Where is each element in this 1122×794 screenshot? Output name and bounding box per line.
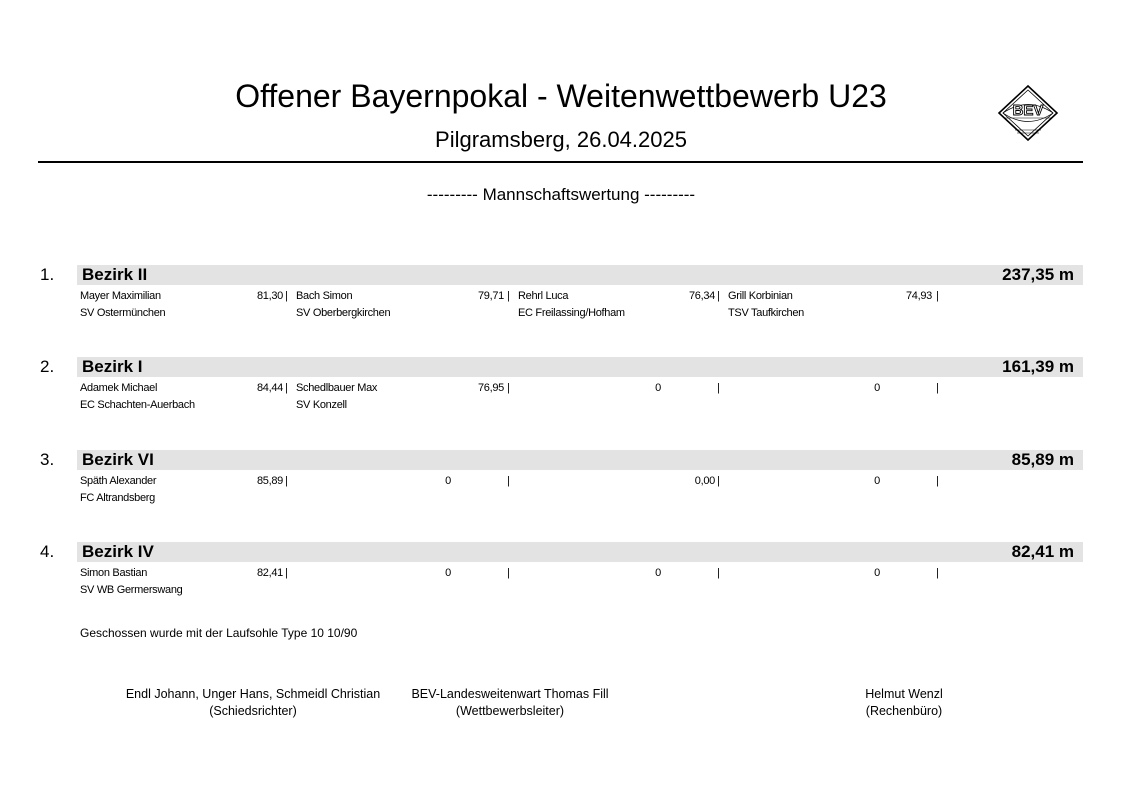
athlete-club: SV Oberbergkirchen (296, 307, 391, 319)
signature-role: (Wettbewerbsleiter) (455, 704, 565, 718)
athlete-club: EC Schachten-Auerbach (80, 399, 195, 411)
team-name: Bezirk I (82, 357, 143, 376)
athlete-value: 0 (874, 475, 880, 487)
team-total: 161,39 m (1002, 357, 1074, 376)
athlete-name: Grill Korbinian (728, 290, 793, 302)
athlete-value: 0 (445, 567, 451, 579)
athlete-value: 79,71 (477, 290, 504, 302)
column-separator: | (717, 475, 720, 487)
signature-competition-lead (395, 686, 625, 720)
signature-role: (Schiedsrichter) (209, 704, 297, 718)
signature-referees (110, 686, 396, 720)
column-separator: | (936, 567, 939, 579)
team-name: Bezirk VI (82, 450, 154, 469)
athlete-value: 84,44 (256, 382, 283, 394)
team-name: Bezirk II (82, 265, 148, 284)
signature-name: BEV-Landesweitenwart Thomas Fill (411, 687, 609, 701)
section-title: --------- Mannschaftswertung --------- (426, 185, 696, 204)
team-total: 85,89 m (1011, 450, 1074, 469)
column-separator: | (285, 475, 288, 487)
page-title: Offener Bayernpokal - Weitenwettbewerb U23 (235, 78, 887, 114)
athlete-value: 81,30 (256, 290, 283, 302)
athlete-value: 0 (445, 475, 451, 487)
athlete-name: Bach Simon (296, 290, 353, 302)
logo-text: BEV (1012, 102, 1044, 119)
column-separator: | (717, 382, 720, 394)
team-name: Bezirk IV (82, 542, 154, 561)
page-subtitle: Pilgramsberg, 26.04.2025 (435, 127, 687, 152)
team-rank: 4. (40, 542, 55, 561)
athlete-club: TSV Taufkirchen (728, 307, 805, 319)
athlete-value: 0 (655, 382, 661, 394)
column-separator: | (507, 475, 510, 487)
team-rank: 3. (40, 450, 55, 469)
signature-role: (Rechenbüro) (865, 704, 943, 718)
athlete-name: Rehrl Luca (518, 290, 569, 302)
athlete-value: 0 (655, 567, 661, 579)
athlete-value: 76,34 (688, 290, 715, 302)
athlete-value: 0 (874, 382, 880, 394)
column-separator: | (507, 382, 510, 394)
athlete-value: 74,93 (905, 290, 932, 302)
team-header-bar (77, 542, 1083, 562)
footnote: Geschossen wurde mit der Laufsohle Type 10 10/90 (80, 626, 358, 640)
athlete-value: 0 (874, 567, 880, 579)
athlete-club: FC Altrandsberg (80, 492, 155, 504)
athlete-name: Späth Alexander (80, 475, 157, 487)
athlete-value: 0,00 (694, 475, 715, 487)
column-separator: | (285, 382, 288, 394)
athlete-club: SV Ostermünchen (80, 307, 166, 319)
column-separator: | (936, 475, 939, 487)
athlete-club: SV WB Germerswang (80, 584, 183, 596)
signature-name: Helmut Wenzl (865, 687, 943, 701)
signature-office (834, 686, 974, 720)
team-header-bar (77, 265, 1083, 285)
column-separator: | (717, 290, 720, 302)
team-header-bar (77, 450, 1083, 470)
column-separator: | (936, 382, 939, 394)
column-separator: | (507, 567, 510, 579)
team-total: 237,35 m (1002, 265, 1074, 284)
column-separator: | (717, 567, 720, 579)
bev-logo (995, 84, 1061, 142)
team-rank: 2. (40, 357, 55, 376)
athlete-club: EC Freilassing/Hofham (518, 307, 625, 319)
athlete-name: Schedlbauer Max (296, 382, 378, 394)
column-separator: | (507, 290, 510, 302)
signature-name: Endl Johann, Unger Hans, Schmeidl Christian (125, 687, 381, 701)
team-total: 82,41 m (1011, 542, 1074, 561)
column-separator: | (285, 567, 288, 579)
header-rule (38, 161, 1083, 163)
column-separator: | (936, 290, 939, 302)
athlete-name: Adamek Michael (80, 382, 158, 394)
athlete-name: Simon Bastian (80, 567, 148, 579)
athlete-value: 85,89 (256, 475, 283, 487)
athlete-name: Mayer Maximilian (80, 290, 161, 302)
athlete-value: 76,95 (477, 382, 504, 394)
athlete-club: SV Konzell (296, 399, 347, 411)
athlete-value: 82,41 (256, 567, 283, 579)
column-separator: | (285, 290, 288, 302)
team-rank: 1. (40, 265, 55, 284)
team-header-bar (77, 357, 1083, 377)
